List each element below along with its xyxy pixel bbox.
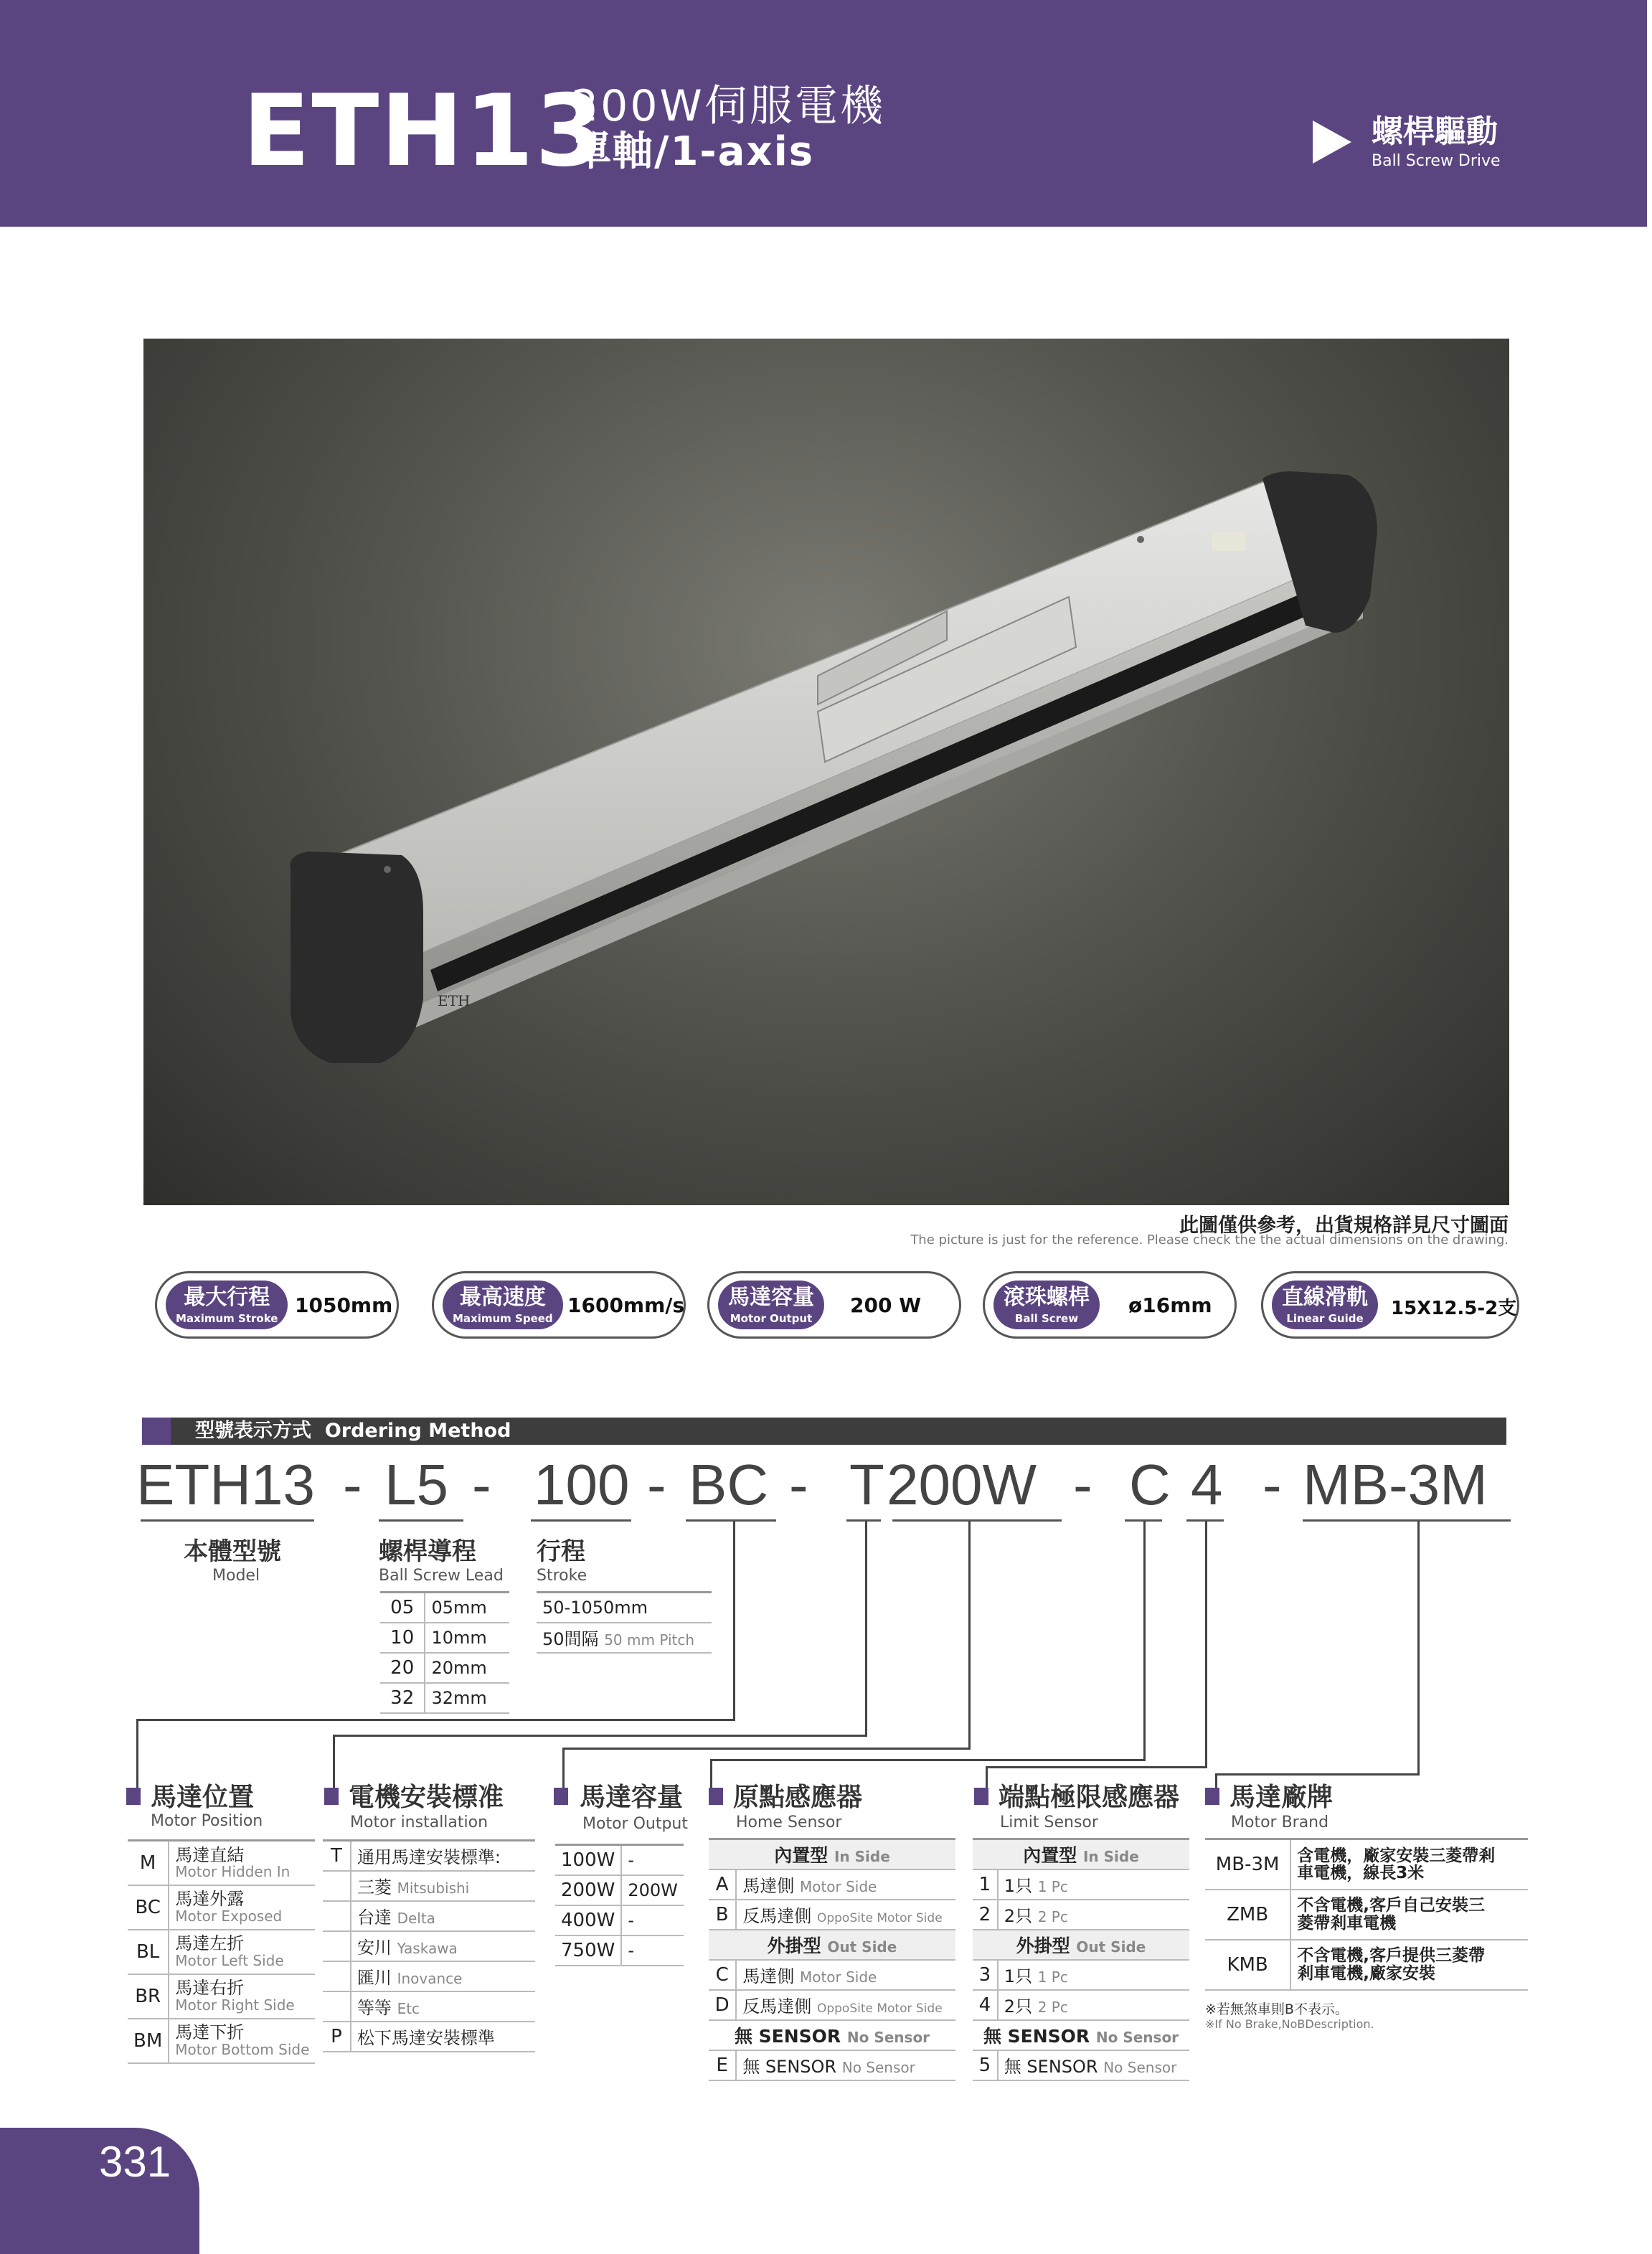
spec-value: 1600mm/s	[567, 1293, 685, 1317]
spec-value: 200 W	[850, 1293, 922, 1317]
table-row: 50間隔 50 mm Pitch	[537, 1623, 712, 1653]
ordering-bar-accent	[142, 1418, 171, 1445]
spec-value: 15X12.5-2支	[1391, 1298, 1517, 1319]
spec-value: 1050mm	[295, 1293, 393, 1317]
spec-label: 馬達容量 Motor Output	[718, 1281, 824, 1329]
brand-logo: ETH	[438, 992, 471, 1009]
code-underline	[846, 1519, 881, 1522]
table-row: BL 馬達左折 Motor Left Side	[128, 1930, 315, 1974]
motor-brand-title: 馬達廠牌	[1229, 1783, 1334, 1812]
photo-note-en: The picture is just for the reference. Please check the the actual dimensions on the drawing.	[910, 1232, 1509, 1248]
table-row: P 松下馬達安裝標準	[323, 2022, 535, 2052]
table-row: 20 20mm	[380, 1653, 509, 1683]
table-row: 三菱 Mitsubishi	[323, 1871, 535, 1901]
brake-note-en: ※If No Brake,NoBDescription.	[1205, 2017, 1374, 2031]
table-row: MB-3M 含電機，廠家安裝三菱帶剎 車電機，線長3米	[1205, 1839, 1528, 1890]
motor-position-table	[128, 1839, 315, 2064]
connector-line	[1417, 1521, 1420, 1775]
table-row: 05 05mm	[380, 1593, 509, 1623]
table-row: 安川 Yaskawa	[323, 1931, 535, 1961]
spec-label: 最高速度 Maximum Speed	[443, 1281, 563, 1329]
table-row: M 馬達直結 Motor Hidden In	[128, 1841, 315, 1885]
connector-line	[333, 1735, 867, 1737]
connector-line	[1215, 1773, 1420, 1776]
connector-line	[710, 1759, 712, 1788]
table-row: D 反馬達側 OppoSite Motor Side	[709, 1990, 955, 2020]
table-row: BC 馬達外露 Motor Exposed	[128, 1885, 315, 1930]
home-sensor-table	[709, 1838, 955, 2081]
home-sensor-en: Home Sensor	[736, 1814, 842, 1831]
spec-motor-output	[707, 1271, 961, 1339]
stroke-table	[537, 1591, 712, 1654]
connector-line	[1205, 1521, 1207, 1768]
table-row: 32 32mm	[380, 1683, 509, 1713]
spec-linear-guide	[1261, 1271, 1519, 1339]
table-row: 750W -	[555, 1935, 684, 1966]
table-row: 400W -	[555, 1905, 684, 1935]
section-marker	[1205, 1788, 1219, 1805]
lead-table	[380, 1591, 509, 1714]
code-model: ETH13	[136, 1453, 315, 1517]
section-marker	[554, 1788, 568, 1805]
table-row: ZMB 不含電機,客戶自己安裝三 菱帶剎車電機	[1205, 1890, 1528, 1940]
table-row: 外掛型 Out Side	[973, 1930, 1189, 1960]
motor-position-title: 馬達位置	[151, 1783, 255, 1812]
table-row: 10 10mm	[380, 1623, 509, 1653]
table-row: 100W -	[555, 1845, 684, 1875]
table-row: A 馬達側 Motor Side	[709, 1869, 955, 1900]
connector-line	[986, 1766, 988, 1788]
code-dash: -	[1262, 1453, 1282, 1517]
spec-label: 最大行程 Maximum Stroke	[166, 1281, 288, 1329]
spec-ball-screw	[983, 1271, 1237, 1339]
home-sensor-title: 原點感應器	[733, 1783, 863, 1812]
motor-install-table	[323, 1839, 535, 2052]
drive-type-en: Ball Screw Drive	[1372, 152, 1501, 170]
motor-install-title: 電機安裝標准	[349, 1783, 504, 1812]
table-row: 無 SENSOR No Sensor	[709, 2020, 955, 2050]
table-row: E 無 SENSOR No Sensor	[709, 2050, 955, 2080]
table-row: 台達 Delta	[323, 1901, 535, 1931]
table-row: 無 SENSOR No Sensor	[973, 2020, 1189, 2050]
code-underline	[379, 1519, 463, 1522]
connector-line	[1143, 1521, 1146, 1760]
table-row: C 馬達側 Motor Side	[709, 1960, 955, 1990]
motor-output-table	[555, 1844, 684, 1966]
stroke-label-zh: 行程	[537, 1537, 585, 1566]
code-lead: L5	[384, 1453, 448, 1517]
motor-output-title: 馬達容量	[580, 1783, 684, 1812]
table-row: T 通用馬達安裝標準:	[323, 1841, 535, 1871]
page-number: 331	[99, 2138, 171, 2186]
table-row: 內置型 In Side	[973, 1839, 1189, 1869]
photo-note-zh: 此圖僅供參考，出貨規格詳見尺寸圖面	[1179, 1215, 1509, 1237]
motor-install-en: Motor installation	[350, 1814, 488, 1831]
drive-type-zh: 螺桿驅動	[1372, 113, 1498, 150]
product-axis: 單軸/1-axis	[571, 128, 815, 175]
section-marker	[974, 1788, 988, 1805]
code-limit: 4	[1191, 1453, 1223, 1517]
code-underline	[141, 1519, 314, 1522]
code-position: BC	[689, 1453, 769, 1517]
motor-brand-table	[1205, 1838, 1528, 1991]
code-brand: MB-3M	[1303, 1453, 1488, 1517]
code-dash: -	[472, 1453, 491, 1517]
table-row: 50-1050mm	[537, 1593, 712, 1623]
code-underline	[1303, 1519, 1511, 1522]
table-row: B 反馬達側 OppoSite Motor Side	[709, 1900, 955, 1930]
product-subtitle: 200W伺服電機	[571, 81, 885, 131]
table-row: BM 馬達下折 Motor Bottom Side	[128, 2019, 315, 2063]
section-marker	[324, 1788, 339, 1805]
motor-position-en: Motor Position	[151, 1812, 263, 1830]
table-row: 4 2只 2 Pc	[973, 1990, 1189, 2020]
section-marker	[709, 1788, 723, 1805]
code-dash: -	[343, 1453, 362, 1517]
table-row: 等等 Etc	[323, 1991, 535, 2022]
code-dash: -	[1073, 1453, 1092, 1517]
connector-line	[1215, 1773, 1217, 1788]
code-dash: -	[789, 1453, 808, 1517]
table-row: 2 2只 2 Pc	[973, 1900, 1189, 1930]
code-underline	[892, 1519, 1062, 1522]
code-underline	[531, 1519, 631, 1522]
code-output: 200W	[887, 1453, 1037, 1517]
limit-sensor-table	[973, 1838, 1189, 2081]
brake-note-zh: ※若無煞車則B不表示。	[1205, 2001, 1349, 2017]
connector-line	[136, 1719, 138, 1788]
model-label-zh: 本體型號	[184, 1537, 281, 1566]
table-row: 5 無 SENSOR No Sensor	[973, 2050, 1189, 2080]
table-row: 匯川 Inovance	[323, 1961, 535, 1991]
code-underline	[686, 1519, 776, 1522]
spec-label: 滾珠螺桿 Ball Screw	[993, 1281, 1100, 1329]
connector-line	[562, 1748, 971, 1750]
ordering-method-title: 型號表示方式 Ordering Method	[195, 1420, 511, 1442]
product-model-title: ETH13	[242, 73, 605, 189]
section-marker	[126, 1788, 141, 1805]
play-arrow-icon	[1313, 121, 1351, 164]
table-row: BR 馬達右折 Motor Right Side	[128, 1974, 315, 2019]
motor-output-en: Motor Output	[582, 1815, 688, 1833]
model-label-en: Model	[212, 1567, 260, 1585]
table-row: 1 1只 1 Pc	[973, 1869, 1189, 1900]
connector-line	[710, 1759, 1146, 1761]
product-photo	[143, 339, 1509, 1205]
limit-sensor-en: Limit Sensor	[1000, 1814, 1098, 1831]
connector-line	[733, 1521, 735, 1720]
linear-actuator-illustration	[143, 339, 1509, 1205]
table-row: 內置型 In Side	[709, 1839, 955, 1869]
spec-max-speed	[432, 1271, 686, 1339]
spec-value: ø16mm	[1128, 1293, 1212, 1317]
code-dash: -	[647, 1453, 666, 1517]
code-install: T	[849, 1453, 884, 1517]
stroke-label-en: Stroke	[537, 1567, 587, 1585]
table-row: 3 1只 1 Pc	[973, 1960, 1189, 1990]
motor-brand-en: Motor Brand	[1231, 1814, 1329, 1831]
connector-line	[562, 1748, 565, 1788]
connector-line	[865, 1521, 867, 1736]
connector-line	[968, 1521, 971, 1749]
limit-sensor-title: 端點極限感應器	[999, 1783, 1180, 1812]
table-row: KMB 不含電機,客戶提供三菱帶 剎車電機,廠家安裝	[1205, 1940, 1528, 1990]
table-row: 外掛型 Out Side	[709, 1930, 955, 1960]
connector-line	[136, 1719, 735, 1721]
connector-line	[986, 1766, 1207, 1768]
connector-line	[333, 1735, 335, 1788]
code-home: C	[1129, 1453, 1171, 1517]
lead-label-zh: 螺桿導程	[379, 1537, 476, 1566]
lead-label-en: Ball Screw Lead	[379, 1567, 504, 1585]
spec-label: 直線滑軌 Linear Guide	[1272, 1281, 1378, 1329]
code-stroke: 100	[534, 1453, 630, 1517]
spec-max-stroke	[155, 1271, 399, 1339]
table-row: 200W 200W	[555, 1875, 684, 1905]
